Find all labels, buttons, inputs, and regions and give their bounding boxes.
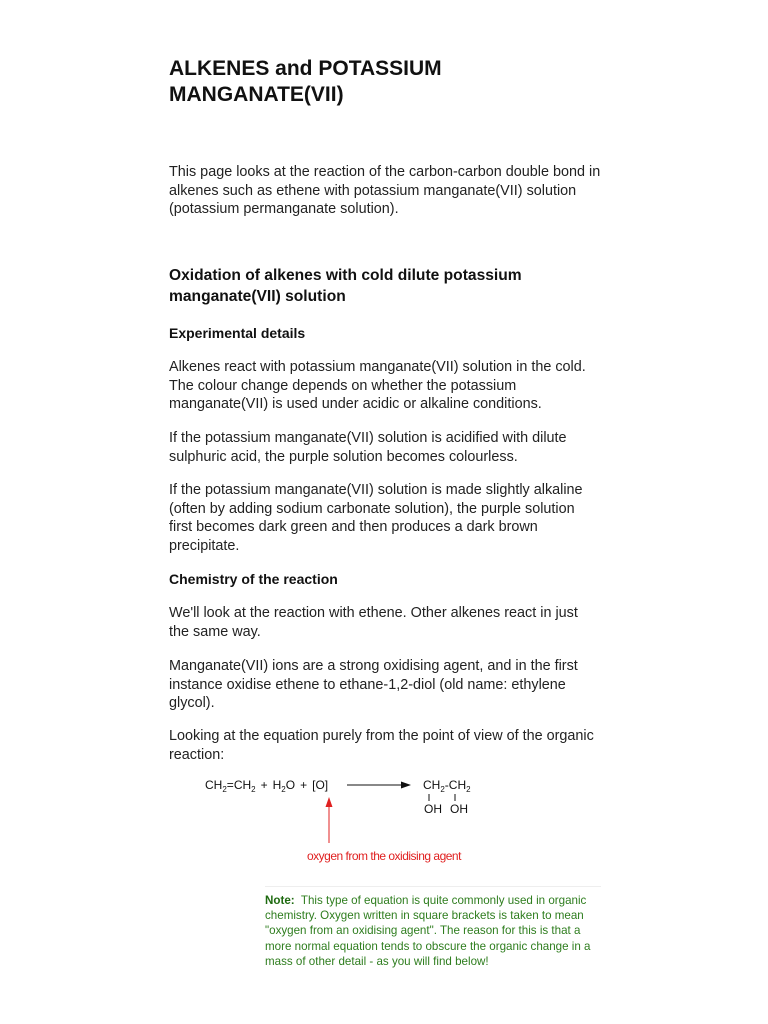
chemistry-paragraph-3: Looking at the equation purely from the point of view of the organic reaction:: [169, 728, 594, 763]
equation-product: $CH_2-CH_2$: [423, 778, 471, 794]
section-heading: Oxidation of alkenes with cold dilute potassium manganate(VII) solution: [169, 267, 522, 305]
experimental-paragraph-3: If the potassium manganate(VII) solution is made slightly alkaline (often by adding sodium carbonate solution), the purple solution first becomes dark green and then produces a dark brown precipitate.: [169, 482, 583, 554]
page-title: ALKENES and POTASSIUM MANGANATE(VII): [169, 57, 442, 106]
chemistry-heading: Chemistry of the reaction: [169, 571, 338, 587]
reaction-equation: [205, 775, 505, 870]
annotation-label: oxygen from the oxidising agent: [307, 849, 461, 863]
product-oh-left: OH: [424, 802, 442, 816]
reaction-arrowhead: [401, 782, 411, 789]
note-label: Note:: [265, 894, 295, 907]
note-text: This type of equation is quite commonly used in organic chemistry. Oxygen written in square brackets is taken to mean "oxygen from an oxidising agent". The reason for this is that a more normal equation tends to obscure the organic change in a mass of other detail - as you will find below!: [265, 894, 591, 968]
product-oh-right: OH: [450, 802, 468, 816]
annotation-arrowhead: [326, 797, 333, 807]
article: [169, 56, 601, 763]
intro-paragraph: This page looks at the reaction of the carbon-carbon double bond in alkenes such as ethene with potassium manganate(VII) solution (potassium permanganate solution).: [169, 164, 601, 217]
experimental-paragraph-2: If the potassium manganate(VII) solution is acidified with dilute sulphuric acid, the purple solution becomes colourless.: [169, 430, 567, 465]
equation-reactants: $CH_2=CH_2 + H_2O + [O]$: [205, 778, 329, 794]
experimental-paragraph-1: Alkenes react with potassium manganate(VII) solution in the cold. The colour change depends on whether the potassium manganate(VII) is used under acidic or alkaline conditions.: [169, 359, 586, 412]
note-box: [265, 886, 601, 969]
chemistry-paragraph-2: Manganate(VII) ions are a strong oxidising agent, and in the first instance oxidise ethene to ethane-1,2-diol (old name: ethylene glycol).: [169, 658, 578, 711]
experimental-details-heading: Experimental details: [169, 325, 306, 341]
chemistry-paragraph-1: We'll look at the reaction with ethene. Other alkenes react in just the same way.: [169, 605, 578, 640]
